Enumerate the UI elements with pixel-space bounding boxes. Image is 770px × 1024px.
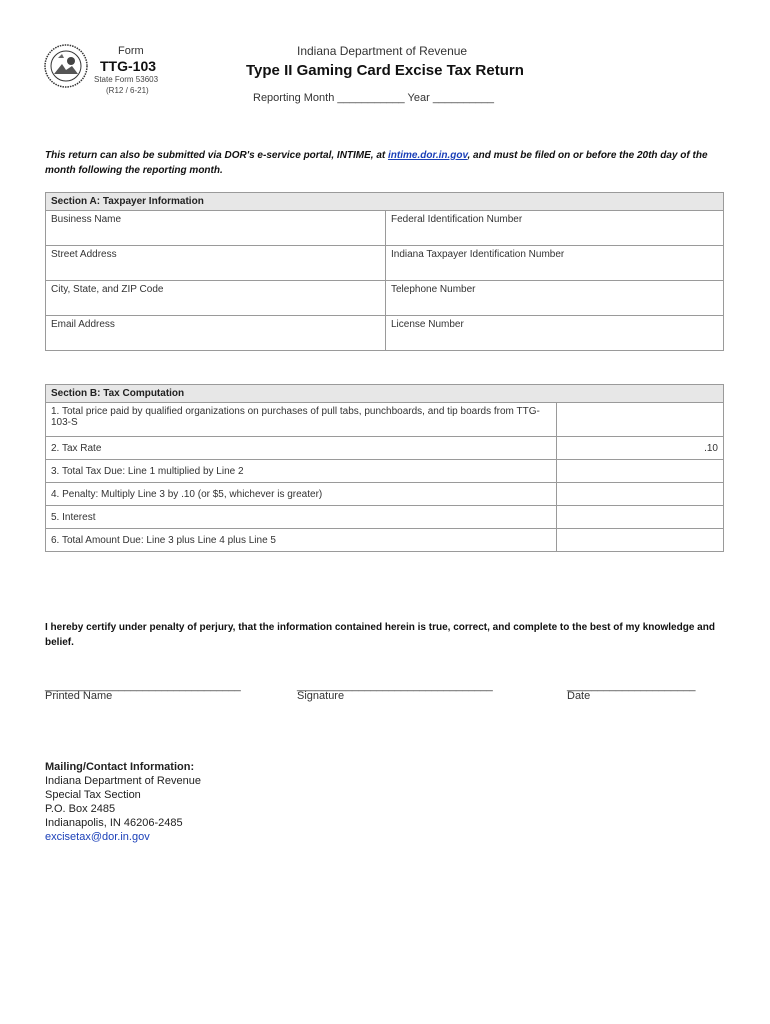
federal-id-field[interactable]: Federal Identification Number	[386, 211, 724, 246]
table-row	[46, 483, 724, 506]
indiana-state-seal-icon	[44, 44, 88, 88]
line-6-amount-field[interactable]	[557, 529, 724, 552]
revision-date: (R12 / 6-21)	[106, 86, 149, 95]
line-1-label: 1. Total price paid by qualified organizations on purchases of pull tabs, punchboards, and tip boards from TTG-103-S	[46, 403, 557, 437]
section-b-heading: Section B: Tax Computation	[46, 385, 724, 403]
mailing-contact-info	[45, 760, 201, 844]
mailing-line: Special Tax Section	[45, 789, 141, 801]
telephone-field[interactable]: Telephone Number	[386, 281, 724, 316]
mailing-line: Indianapolis, IN 46206-2485	[45, 817, 183, 829]
intro-text-end: , and must be filed on or before the 20th day of the month following the reporting month.	[45, 150, 708, 176]
line-5-amount-field[interactable]	[557, 506, 724, 529]
section-a-taxpayer-info	[45, 192, 724, 351]
line-4-label: 4. Penalty: Multiply Line 3 by .10 (or $5, whichever is greater)	[46, 483, 557, 506]
form-title: Type II Gaming Card Excise Tax Return	[246, 62, 524, 79]
line-3-label: 3. Total Tax Due: Line 1 multiplied by Line 2	[46, 460, 557, 483]
table-row	[46, 437, 724, 460]
mailing-heading: Mailing/Contact Information:	[45, 761, 195, 773]
department-name: Indiana Department of Revenue	[297, 44, 468, 58]
line-2-label: 2. Tax Rate	[46, 437, 557, 460]
license-number-field[interactable]: License Number	[386, 316, 724, 351]
table-row	[46, 506, 724, 529]
line-4-amount-field[interactable]	[557, 483, 724, 506]
line-5-label: 5. Interest	[46, 506, 557, 529]
table-row	[46, 403, 724, 437]
line-1-amount-field[interactable]	[557, 403, 724, 437]
reporting-period-field[interactable]: Reporting Month ___________ Year __________	[253, 92, 494, 104]
section-b-tax-computation	[45, 384, 724, 552]
certification-statement: I hereby certify under penalty of perjury, that the information contained herein is true, correct, and complete to the best of my knowledge and belief.	[45, 622, 715, 648]
section-a-heading: Section A: Taxpayer Information	[46, 193, 724, 211]
line-6-label: 6. Total Amount Due: Line 3 plus Line 4 plus Line 5	[46, 529, 557, 552]
filing-instructions	[45, 148, 735, 178]
intime-link[interactable]: intime.dor.in.gov	[388, 150, 468, 161]
printed-name-line[interactable]: ________________________________	[45, 680, 241, 692]
date-line[interactable]: _____________________	[567, 680, 696, 692]
table-row	[46, 529, 724, 552]
date-label: Date	[567, 690, 591, 702]
form-label: Form	[118, 45, 144, 57]
signature-label: Signature	[297, 690, 345, 702]
printed-name-label: Printed Name	[45, 690, 113, 702]
mailing-line: P.O. Box 2485	[45, 803, 116, 815]
indiana-taxpayer-id-field[interactable]: Indiana Taxpayer Identification Number	[386, 246, 724, 281]
form-number: TTG-103	[100, 58, 157, 74]
signature-line[interactable]: ________________________________	[297, 680, 493, 692]
line-3-amount-field[interactable]	[557, 460, 724, 483]
table-row	[46, 460, 724, 483]
contact-email-link[interactable]: excisetax@dor.in.gov	[45, 831, 150, 843]
line-2-tax-rate-value: .10	[557, 437, 724, 460]
business-name-field[interactable]: Business Name	[46, 211, 386, 246]
intro-text-start: This return can also be submitted via DOR's e-service portal, INTIME, at	[45, 150, 389, 161]
city-state-zip-field[interactable]: City, State, and ZIP Code	[46, 281, 386, 316]
street-address-field[interactable]: Street Address	[46, 246, 386, 281]
state-form-number: State Form 53603	[94, 75, 159, 84]
mailing-line: Indiana Department of Revenue	[45, 775, 201, 787]
email-field[interactable]: Email Address	[46, 316, 386, 351]
